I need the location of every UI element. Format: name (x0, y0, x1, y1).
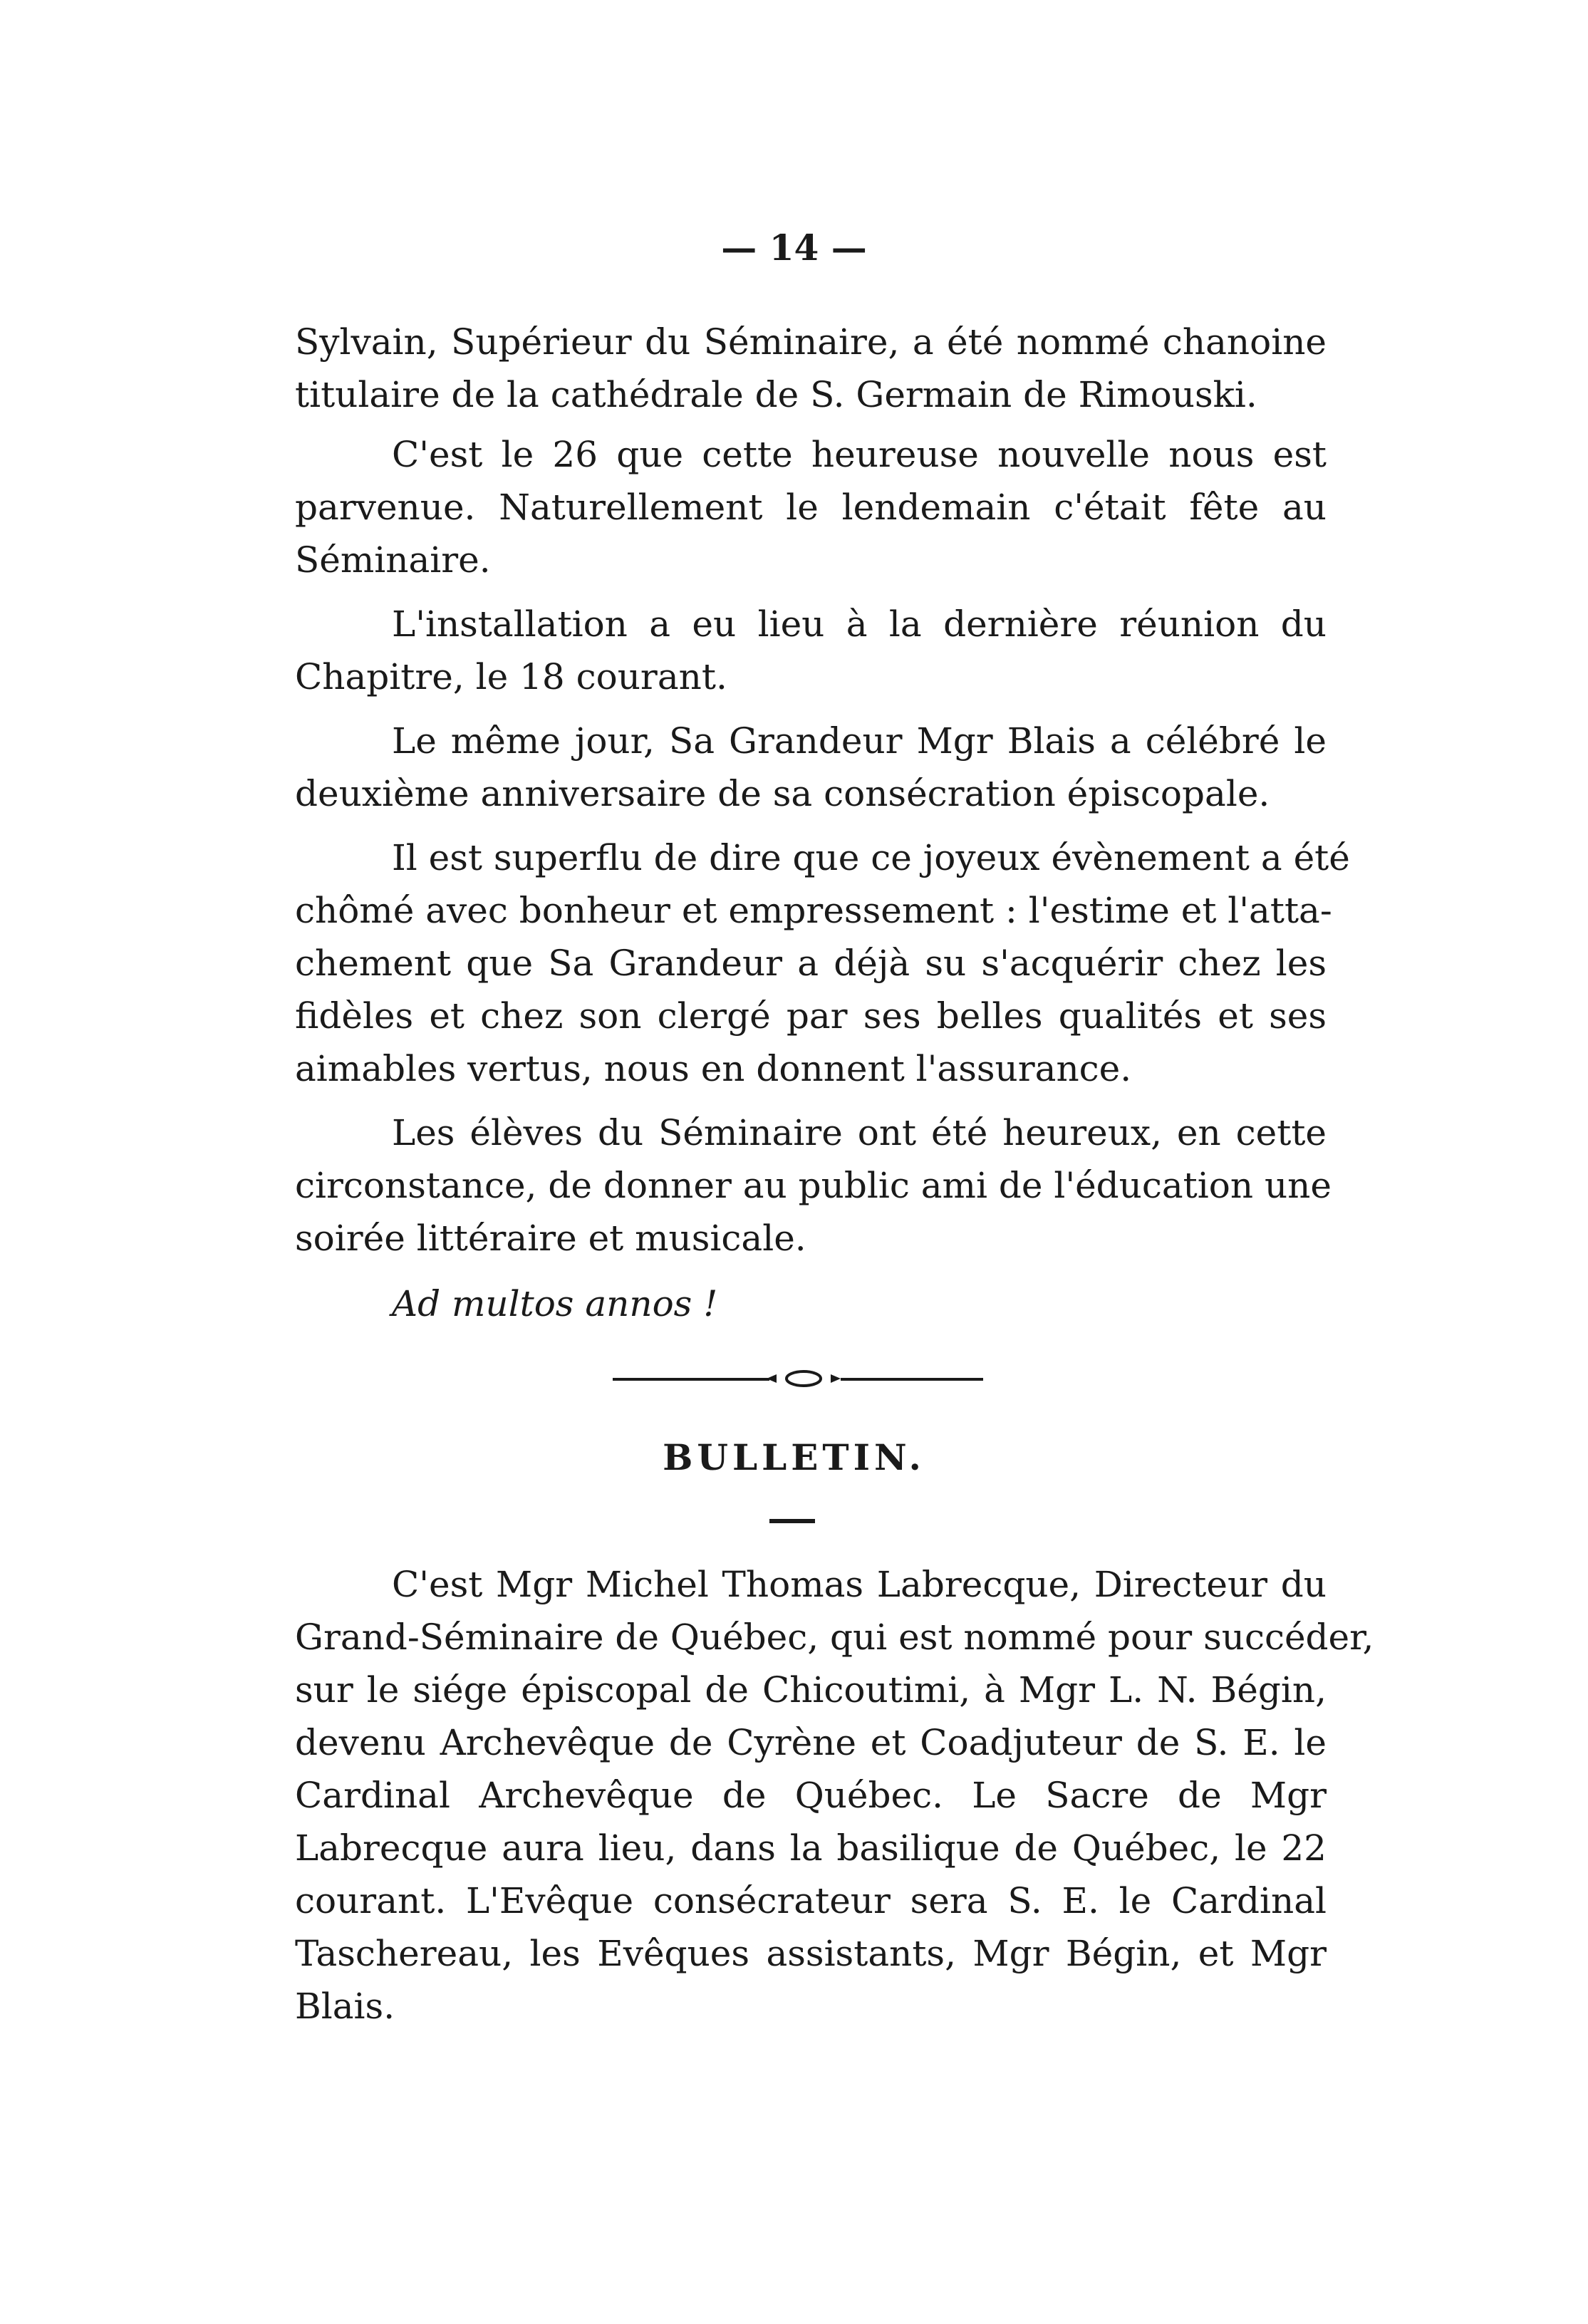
page-number: — 14 — (721, 227, 867, 269)
text-line: Chapitre, le 18 courant. (295, 656, 727, 697)
text-line: courant. L'Evêque consécrateur sera S. E. le Cardinal (295, 1880, 1327, 1921)
text-line: Sylvain, Supérieur du Séminaire, a été nommé chanoine (295, 321, 1327, 363)
text-line: chement que Sa Grandeur a déjà su s'acquérir chez les (295, 943, 1327, 984)
text-line: Labrecque aura lieu, dans la basilique de Québec, le 22 (295, 1827, 1327, 1869)
ornamental-divider (613, 1368, 983, 1389)
text-line: C'est le 26 que cette heureuse nouvelle nous est (392, 434, 1327, 475)
text-line: fidèles et chez son clergé par ses belles qualités et ses (295, 995, 1327, 1037)
section-title: BULLETIN. (663, 1436, 925, 1478)
text-line: chômé avec bonheur et empressement : l'estime et l'atta- (295, 890, 1332, 931)
text-line: L'installation a eu lieu à la dernière réunion du (392, 603, 1327, 645)
text-line: Le même jour, Sa Grandeur Mgr Blais a célébré le (392, 720, 1327, 762)
diamond-ornament-icon (767, 1368, 841, 1389)
text-line: soirée littéraire et musicale. (295, 1218, 806, 1259)
divider-rule-right (841, 1378, 983, 1381)
text-line: Blais. (295, 1986, 395, 2027)
text-line: parvenue. Naturellement le lendemain c'était fête au (295, 487, 1327, 528)
text-line: Taschereau, les Evêques assistants, Mgr Bégin, et Mgr (295, 1933, 1327, 1974)
text-line: titulaire de la cathédrale de S. Germain de Rimouski. (295, 374, 1257, 415)
text-line: devenu Archevêque de Cyrène et Coadjuteur de S. E. le (295, 1722, 1327, 1763)
text-line: sur le siége épiscopal de Chicoutimi, à Mgr L. N. Bégin, (295, 1669, 1327, 1711)
closing-phrase: Ad multos annos ! (392, 1283, 718, 1324)
text-line: Séminaire. (295, 539, 491, 581)
text-line: Grand-Séminaire de Québec, qui est nommé pour succéder, (295, 1617, 1374, 1658)
divider-rule-left (613, 1378, 769, 1381)
text-line: Cardinal Archevêque de Québec. Le Sacre de Mgr (295, 1775, 1327, 1816)
title-underline-rule (769, 1519, 815, 1523)
text-line: circonstance, de donner au public ami de l'éducation une (295, 1165, 1332, 1206)
text-line: C'est Mgr Michel Thomas Labrecque, Directeur du (392, 1564, 1327, 1605)
text-line: aimables vertus, nous en donnent l'assurance. (295, 1048, 1132, 1089)
text-line: deuxième anniversaire de sa consécration épiscopale. (295, 773, 1270, 814)
text-line: Les élèves du Séminaire ont été heureux, en cette (392, 1112, 1327, 1153)
text-line: Il est superflu de dire que ce joyeux évènement a été (392, 837, 1350, 878)
